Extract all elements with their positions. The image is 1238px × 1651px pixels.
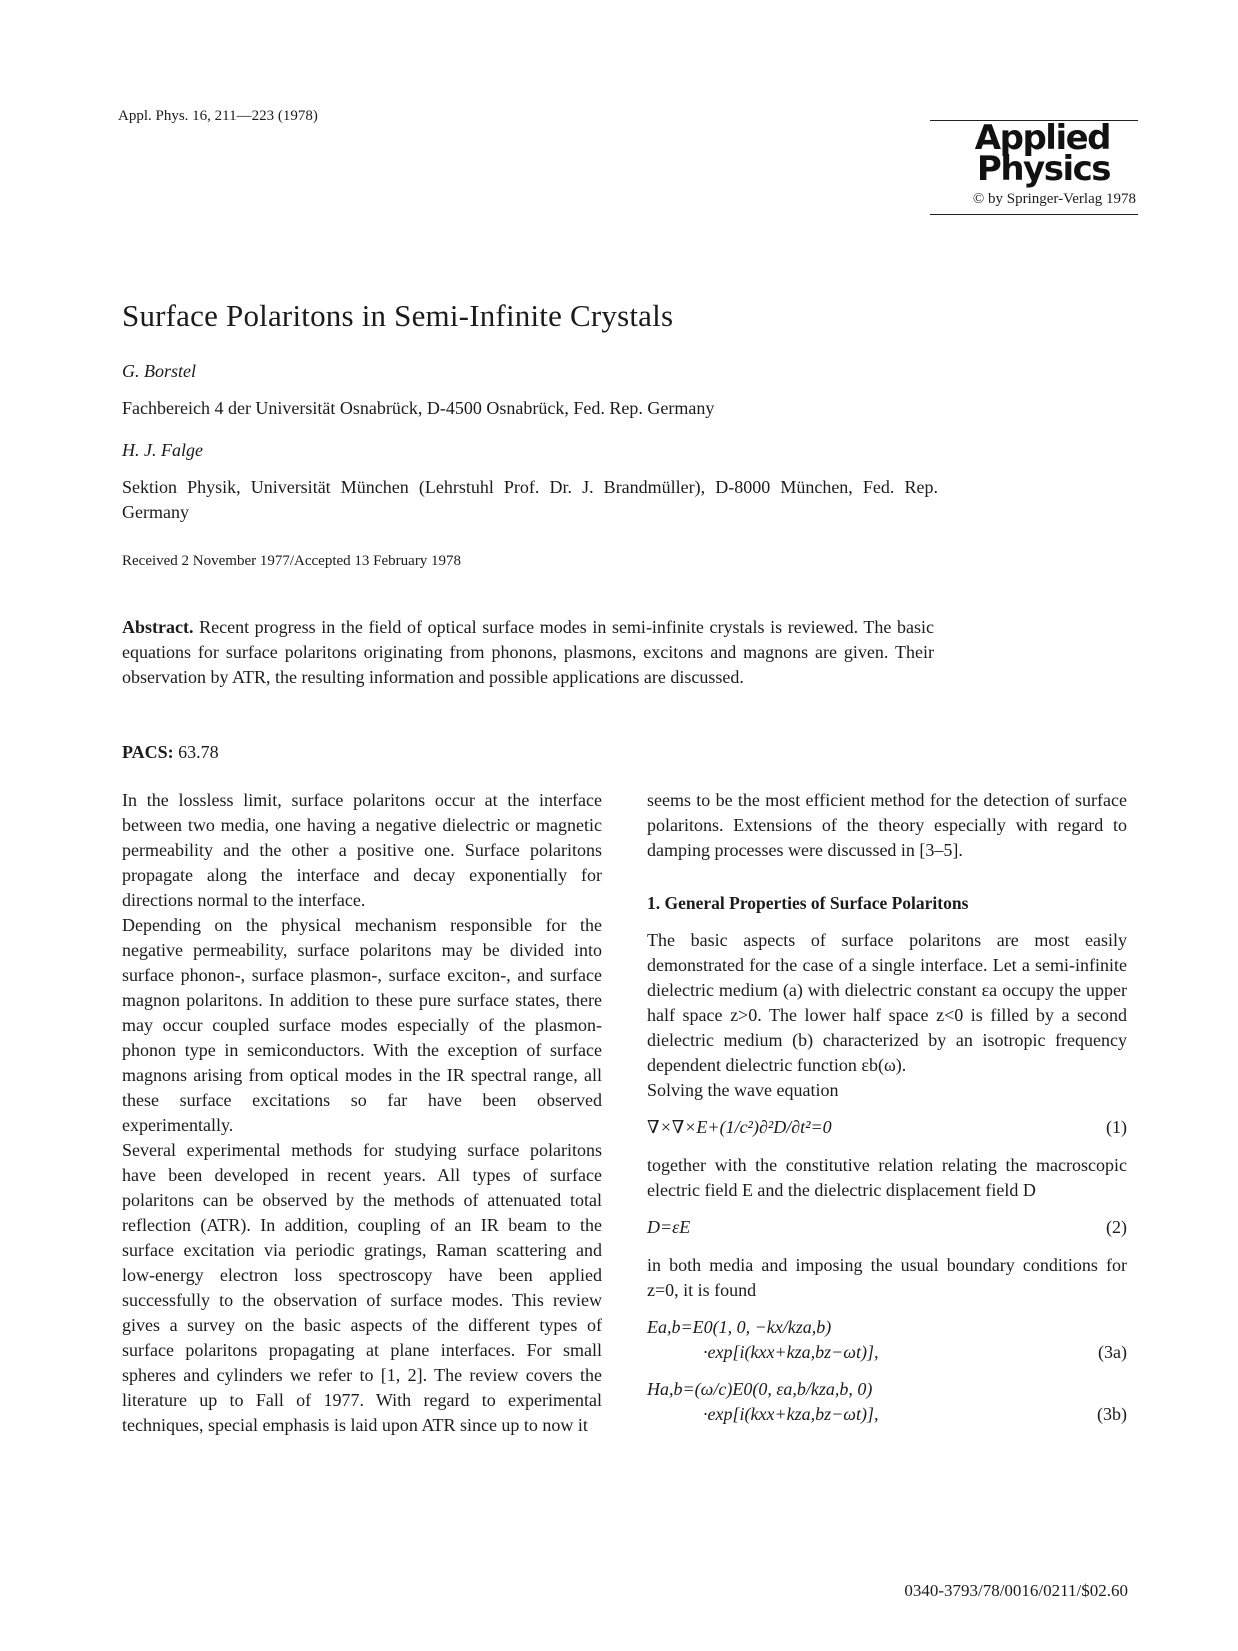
abstract-text: Recent progress in the field of optical surface modes in semi-infinite crystals is reviewed. The basic equations for surface polaritons originating from phonons, plasmons, excitons and magnons are given. Their observation by ATR, the resulting information and possible applications are discussed.	[122, 617, 935, 687]
equation-line	[647, 1315, 1127, 1340]
abstract	[122, 615, 934, 690]
equation-text: Ha,b=(ω/c)E0(0, εa,b/kza,b, 0)	[647, 1379, 873, 1399]
equation-2	[647, 1215, 1127, 1241]
equation-text: Ea,b=E0(1, 0, −kx/kza,b)	[647, 1317, 832, 1337]
paragraph: seems to be the most efficient method for the detection of surface polaritons. Extensions of the theory especially with regard to damping processes were discussed in [3–5].	[647, 790, 1127, 860]
equation-number: (3a)	[1098, 1342, 1127, 1362]
pacs-label: PACS:	[122, 742, 174, 762]
section-heading: 1. General Properties of Surface Polaritons	[647, 893, 969, 913]
paragraph: together with the constitutive relation relating the macroscopic electric field E and the dielectric displacement field D	[647, 1155, 1127, 1200]
author-name: H. J. Falge	[122, 440, 203, 460]
paragraph: Depending on the physical mechanism responsible for the negative permeability, surface polaritons may be divided into surface phonon-, surface plasmon-, surface exciton-, and surface magnon polaritons. In addition to these pure surface states, there may occur coupled surface modes especially of the plasmon-phonon type in semiconductors. With the exception of surface magnons arising from optical modes in the IR spectral range, all these surface excitations so far have been observed experimentally.	[122, 915, 602, 1135]
equation-line	[647, 1340, 1127, 1365]
equation-number: (3b)	[1097, 1404, 1127, 1424]
equation-3a	[647, 1315, 1127, 1365]
equation-number: (1)	[1106, 1117, 1127, 1137]
equation-line	[647, 1402, 1127, 1427]
abstract-label: Abstract.	[122, 617, 194, 637]
journal-citation: Appl. Phys. 16, 211—223 (1978)	[118, 108, 318, 124]
left-column	[122, 788, 602, 1438]
author-affiliation: Sektion Physik, Universität München (Lehrstuhl Prof. Dr. J. Brandmüller), D-8000 München, Fed. Rep. Germany	[122, 477, 938, 522]
equation-number: (2)	[1106, 1217, 1127, 1237]
journal-logo-block	[930, 120, 1138, 215]
issn-code: 0340-3793/78/0016/0211/$02.60	[904, 1581, 1128, 1600]
right-column	[647, 788, 1127, 1427]
author-name: G. Borstel	[122, 361, 196, 381]
pacs	[122, 742, 219, 763]
equation-line	[647, 1377, 1127, 1402]
paper-title: Surface Polaritons in Semi-Infinite Crystals	[122, 298, 674, 333]
equation-text: ·exp[i(kxx+kza,bz−ωt)],	[703, 1404, 879, 1424]
equation-text: ·exp[i(kxx+kza,bz−ωt)],	[703, 1342, 879, 1362]
received-date: Received 2 November 1977/Accepted 13 February 1978	[122, 553, 462, 569]
equation-1	[647, 1115, 1127, 1141]
copyright: © by Springer-Verlag 1978	[972, 191, 1136, 207]
paragraph: Several experimental methods for studying surface polaritons have been developed in recent years. All types of surface polaritons can be observed by the methods of attenuated total reflection (ATR). In addition, coupling of an IR beam to the surface excitation via periodic gratings, Raman scattering and low-energy electron loss spectroscopy have been applied successfully to the observation of surface modes. This review gives a survey on the basic aspects of the different types of surface polaritons propagating at plane interfaces. For small spheres and cylinders we refer to [1, 2]. The review covers the literature up to Fall of 1977. With regard to experimental techniques, special emphasis is laid upon ATR since up to now it	[122, 1140, 602, 1435]
pacs-value: 63.78	[178, 742, 219, 762]
divider	[930, 214, 1138, 215]
journal-logo-line2: Physics	[976, 149, 1110, 189]
equation-text: D=εE	[647, 1217, 691, 1237]
paragraph: The basic aspects of surface polaritons are most easily demonstrated for the case of a single interface. Let a semi-infinite dielectric medium (a) with dielectric constant εa occupy the upper half space z>0. The lower half space z<0 is filled by a second dielectric medium (b) characterized by an isotropic frequency dependent dielectric function εb(ω).	[647, 930, 1127, 1075]
paragraph: in both media and imposing the usual boundary conditions for z=0, it is found	[647, 1255, 1127, 1300]
author-affiliation: Fachbereich 4 der Universität Osnabrück, D-4500 Osnabrück, Fed. Rep. Germany	[122, 398, 715, 418]
paragraph: In the lossless limit, surface polaritons occur at the interface between two media, one having a negative dielectric or magnetic permeability and the other a positive one. Surface polaritons propagate along the interface and decay exponentially for directions normal to the interface.	[122, 790, 602, 910]
paragraph: Solving the wave equation	[647, 1080, 839, 1100]
equation-text: ∇×∇×E+(1/c²)∂²D/∂t²=0	[647, 1117, 832, 1137]
journal-logo	[930, 118, 1138, 189]
equation-3b	[647, 1377, 1127, 1427]
journal-logo-line1: Applied	[974, 118, 1110, 158]
